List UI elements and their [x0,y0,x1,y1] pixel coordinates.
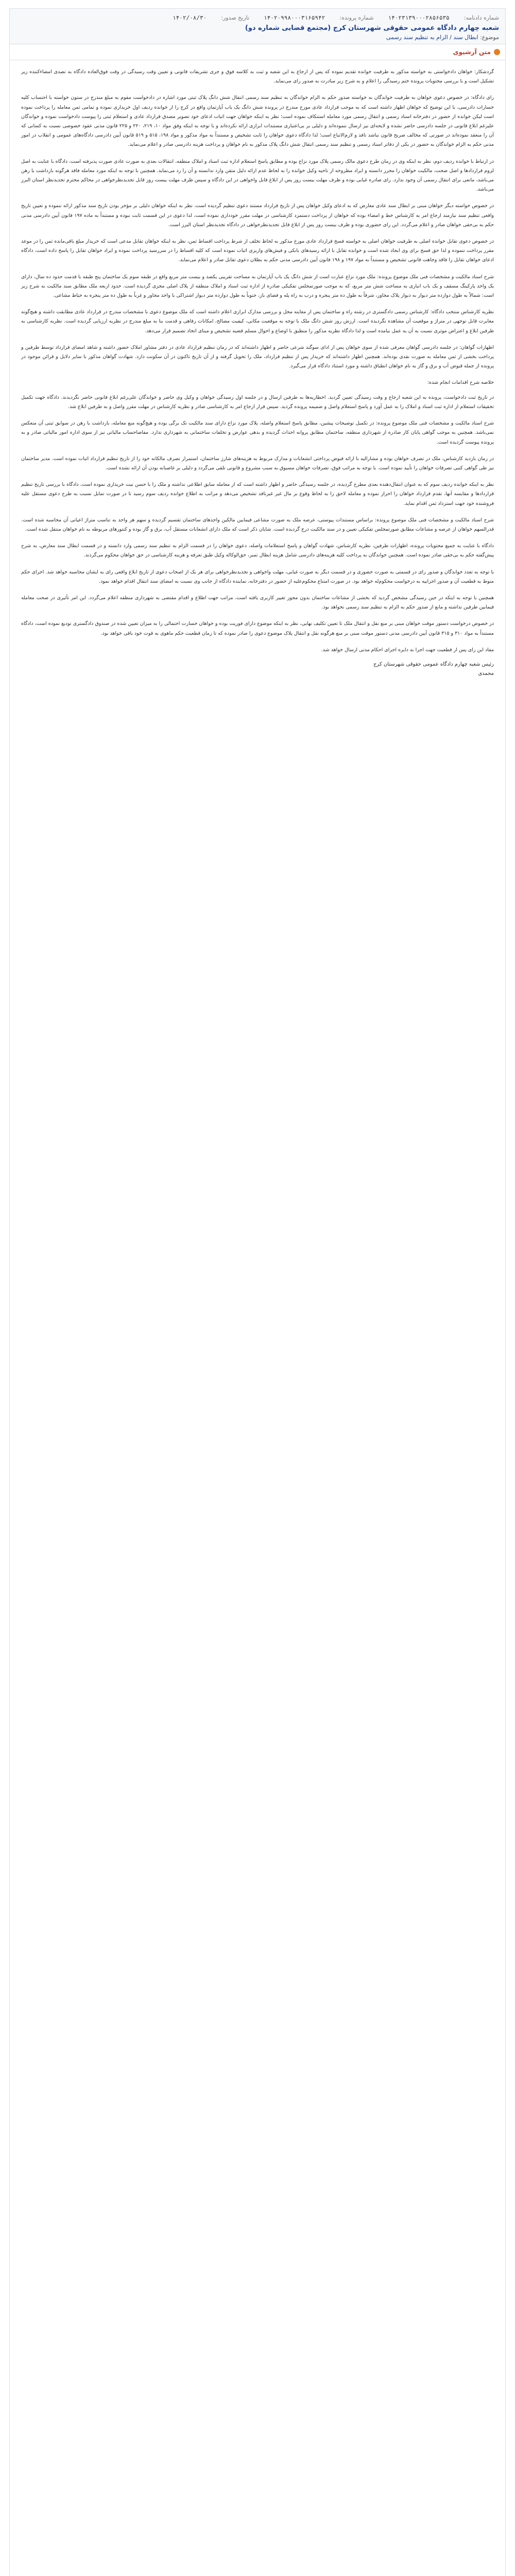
tab-archive-text-label: متن آرشیوی [453,48,491,56]
paragraph: شرح اسناد مالکیت و مشخصات فنی ملک موضوع پرونده: براساس مستندات پیوستی، عرصه ملک به صورت مشاعی فیمابین مالکین واحدهای ساختمان تقسیم گردیده و سهم هر واحد به تناسب متراژ اعیانی آن محاسبه شده است. قدرالسهم خواهان از عرصه و مشاعات مطابق صورتمجلس تفکیکی تعیین و در سند مالکیت درج گردیده است. شایان ذکر است که ملک دارای انشعابات مستقل آب، برق و گاز بوده و کنتورهای مربوطه به نام خواهان منتقل شده است. [21,517,494,532]
paragraph: شرح اسناد مالکیت و مشخصات فنی ملک موضوع پرونده: ملک مورد نزاع عبارت است از شش دانگ یک باب آپارتمان به مساحت تقریبی یکصد و بیست متر مربع واقع در طبقه سوم یک ساختمان پنج طبقه با قدمت حدود ده سال، دارای یک واحد پارکینگ مسقف و یک باب انباری به مساحت شش متر مربع، که به موجب صورتمجلس تفکیکی صادره از اداره ثبت اسناد و املاک منطقه از پلاک اصلی مجزی گردیده است. حدود اربعه ملک مطابق سند مالکیت به شرح زیر است: شمالاً به طول دوازده متر دیوار به دیوار پلاک مجاور، شرقاً به طول ده متر پنجره و درب به راه پله و فضای باز، جنوباً به طول دوازده متر دیوار اشتراکی با واحد مجاور و غرباً به طول ده متر پنجره به حیاط مشاعی. [21,274,494,299]
issue-date-value: ۱۴۰۲/۰۸/۳۰ [172,14,207,21]
document-icon [494,49,500,55]
paragraph: در خصوص خواسته دیگر خواهان مبنی بر ابطال سند عادی معارض که به ادعای وکیل خواهان پس از تاریخ قرارداد مستند دعوی تنظیم گردیده است، نظر به اینکه خواهان دلیلی بر مؤخر بودن تاریخ سند مذکور ارائه ننموده و تعیین تاریخ واقعی تنظیم سند نیازمند ارجاع امر به کارشناس خط و امضاء بوده که خواهان از پرداخت دستمزد کارشناسی در مهلت مقرر خودداری نموده است، لذا دعوی در این قسمت ثابت نبوده و مستنداً به ماده ۱۹۷ قانون آیین دادرسی مدنی حکم به بی‌حقی خواهان صادر و اعلام می‌گردد. این رای حضوری بوده و ظرف بیست روز پس از ابلاغ قابل تجدیدنظرخواهی در دادگاه تجدیدنظر استان البرز است. [21,203,494,228]
section-heading: خلاصه شرح اقدامات انجام شده: [427,380,494,386]
issue-date-label: تاریخ صدور: [221,14,250,21]
paragraph: در زمان بازدید کارشناس، ملک در تصرف خواهان بوده و مشارالیه با ارائه قبوض پرداختی انشعابات و مدارک مربوط به هزینه‌های شارژ ساختمان، استمرار تصرف مالکانه خود را از تاریخ تنظیم قرارداد اثبات نموده است. مدیر ساختمان نیز طی گواهی کتبی تصرفات خواهان را تأیید نموده است. با توجه به مراتب فوق، تصرفات خواهان مسبوق به سبب مشروع و قانونی تلقی می‌گردد و دلیلی بر غاصبانه بودن آن ارائه نشده است. [21,455,494,471]
paragraph: دادگاه با عنایت به جمیع محتویات پرونده، اظهارات طرفین، نظریه کارشناس، شهادت گواهان و پاسخ استعلامات واصله، دعوی خواهان را در قسمت الزام به تنظیم سند رسمی وارد دانسته و در قسمت ابطال سند معارض، به شرح پیش‌گفته حکم به بی‌حقی صادر نموده است. همچنین خواندگان به پرداخت کلیه هزینه‌های دادرسی شامل هزینه ابطال تمبر، حق‌الوکاله وکیل طبق تعرفه و هزینه کارشناسی در حق خواهان محکوم می‌گردند. [21,543,494,558]
verdict-number-label: شماره دادنامه: [464,14,499,21]
subject-value: ابطال سند / الزام به تنظیم سند رسمی [386,34,478,41]
signature-role: رئیس شعبه چهارم دادگاه عمومی حقوقی شهرستان کرج [373,661,494,667]
paragraph: شرح اسناد مالکیت و مشخصات فنی ملک موضوع پرونده: در تکمیل توضیحات پیشین، مطابق پاسخ استعلام واصله، پلاک مورد نزاع دارای سند مالکیت تک برگی بوده و هیچ‌گونه منع معامله، بازداشت یا رهن در سوابق ثبتی آن منعکس نمی‌باشد. همچنین به موجب گواهی پایان کار صادره از شهرداری منطقه، ساختمان مطابق پروانه احداث گردیده و بدهی عوارض و تخلفات ساختمانی به شهرداری ندارد. مفاصاحساب مالیاتی نیز از سوی اداره امور مالیاتی صادر و به پرونده پیوست گردیده است. [21,420,494,445]
paragraph: اظهارات گواهان: در جلسه دادرسی گواهان معرفی شده از سوی خواهان پس از ادای سوگند شرعی حاضر و اظهار داشته‌اند که در زمان تنظیم قرارداد عادی در دفتر مشاور املاک حضور داشته و شاهد امضای قرارداد توسط طرفین و پرداخت بخشی از ثمن معامله به صورت نقدی بوده‌اند. همچنین اظهار داشته‌اند که خریدار پس از تنظیم قرارداد، ملک را تحویل گرفته و از آن تاریخ تاکنون در آن سکونت دارد. شهادت گواهان مذکور با سایر دلایل و قرائن موجود در پرونده از جمله قبوض آب و برق و گاز به نام خواهان انطباق داشته و مورد استناد دادگاه قرار می‌گیرد. [21,344,494,369]
verdict-body [9,60,506,2576]
signature-block [21,660,494,679]
subject-label: موضوع: [480,34,499,41]
verdict-header [9,8,506,44]
paragraph: نظر به اینکه خوانده ردیف سوم که به عنوان انتقال‌دهنده بعدی مطرح گردیده، در جلسه رسیدگی حاضر و اظهار داشته است که از معامله سابق اطلاعی نداشته و ملک را با حسن نیت خریداری نموده است، دادگاه با بررسی تاریخ تنظیم قراردادها و مقایسه آنها، تقدم قرارداد خواهان را احراز نموده و معامله لاحق را به لحاظ وقوع بر مال غیر غیرنافذ تشخیص می‌دهد و مراتب به اطلاع خوانده ردیف سوم رسید تا در صورت تمایل نسبت به طرح دعوی مستقل علیه فروشنده خود جهت استرداد ثمن اقدام نماید. [21,482,494,506]
registry-number-label: شماره پرونده: [339,14,374,21]
verdict-number-value: ۱۴۰۲۳۱۳۹۰۰۰۲۸۵۶۵۳۵ [388,14,450,21]
paragraph: همچنین با توجه به اینکه در حین رسیدگی مشخص گردید که بخشی از مشاعات ساختمان بدون مجوز تغییر کاربری یافته است، مراتب جهت اطلاع و اقدام مقتضی به شهرداری منطقه اعلام می‌گردد. این امر تأثیری در صحت معامله فیمابین طرفین نداشته و مانع از صدور حکم به الزام به تنظیم سند رسمی نخواهد بود. [21,595,494,611]
paragraph: در خصوص درخواست دستور موقت خواهان مبنی بر منع نقل و انتقال ملک تا تعیین تکلیف نهایی، نظر به اینکه موضوع دارای فوریت بوده و خواهان خسارت احتمالی را به میزان تعیین شده در صندوق دادگستری تودیع نموده است، دادگاه مستنداً به مواد ۳۱۰ و ۳۱۵ قانون آیین دادرسی مدنی دستور موقت مبنی بر منع هرگونه نقل و انتقال پلاک موضوع دعوی را صادر نموده که تا زمان قطعیت حکم ماهوی به قوت خود باقی خواهد بود. [21,621,494,636]
meta-row [16,13,499,22]
paragraph: در خصوص دعوی تقابل خوانده اصلی به طرفیت خواهان اصلی به خواسته فسخ قرارداد عادی مورخ مذکور به لحاظ تخلف از شرط پرداخت اقساط ثمن، نظر به اینکه خواهان تقابل مدعی است که خریدار مبلغ باقی‌مانده ثمن را در موعد مقرر پرداخت ننموده و لذا حق فسخ برای وی ایجاد شده است و خوانده تقابل با ارائه رسیدهای بانکی و فیش‌های واریزی اثبات نموده است که کلیه اقساط را در سررسید پرداخت نموده و ایراد خواهان تقابل را پاسخ داده است، دادگاه ادعای خواهان تقابل را فاقد وجاهت قانونی تشخیص و مستنداً به مواد ۱۹۷ و ۱۹۸ قانون آیین دادرسی مدنی حکم به بطلان دعوی تقابل صادر و اعلام می‌نماید. [21,239,494,263]
registry-number-value: ۱۴۰۲۰۹۹۸۰۰۰۳۱۶۵۹۴۲ [264,14,325,21]
paragraph: با توجه به تعدد خواندگان و صدور رای در قسمتی به صورت حضوری و در قسمت دیگر به صورت غیابی، مهلت واخواهی و تجدیدنظرخواهی برای هر یک از اصحاب دعوی از تاریخ ابلاغ واقعی رای به ایشان محاسبه خواهد شد. اجرای حکم منوط به قطعیت آن و صدور اجراییه به درخواست محکوم‌له خواهد بود. در صورت امتناع محکوم‌علیه از حضور در دفترخانه، نماینده دادگاه از جانب وی نسبت به امضای سند انتقال اقدام خواهد نمود. [21,569,494,584]
subject-row [16,34,499,41]
court-title: شعبه چهارم دادگاه عمومی حقوقی شهرستان کرج (مجتمع قضایی شماره دو) [245,24,499,32]
paragraph: گردشکار: خواهان دادخواستی به خواسته مذکور به طرفیت خوانده تقدیم نموده که پس از ارجاع به این شعبه و ثبت به کلاسه فوق و جری تشریفات قانونی و تعیین وقت رسیدگی در وقت فوق‌العاده دادگاه به تصدی امضاءکننده زیر تشکیل است و با بررسی محتویات پرونده ختم رسیدگی را اعلام و به شرح زیر مبادرت به صدور رای می‌نماید. [21,69,494,84]
paragraph: مفاد این رای پس از قطعیت جهت اجرا به دایره اجرای احکام مدنی ارسال خواهد شد. [321,647,494,653]
paragraph: رای دادگاه: در خصوص دعوی خواهان به طرفیت خواندگان به خواسته صدور حکم به الزام خواندگان به تنظیم سند رسمی انتقال شش دانگ پلاک ثبتی مورد اشاره در دادخواست مقوم به مبلغ مندرج در ستون خواسته با احتساب کلیه خسارات دادرسی، با این توضیح که خواهان اظهار داشته است که به موجب قرارداد عادی مورخ مندرج در پرونده شش دانگ یک باب آپارتمان واقع در کرج را از خوانده ردیف اول خریداری نموده و تمامی ثمن معامله را پرداخت نموده است لیکن خوانده از حضور در دفترخانه اسناد رسمی و انتقال رسمی مورد معامله استنکاف نموده است؛ نظر به اینکه خواهان جهت اثبات ادعای خود تصویر مصدق قرارداد عادی و استعلام ثبتی را پیوست دادخواست نموده و خواندگان علیرغم ابلاغ قانونی در جلسه دادرسی حاضر نشده و لایحه‌ای نیز ارسال ننموده‌اند و دلیلی بر بی‌اعتباری مستندات ابرازی ارائه نکرده‌اند و با توجه به اینکه وفق مواد ۱۰، ۲۱۹، ۲۲۰ و ۲۲۵ قانون مدنی عقود خصوصی نسبت به کسانی که آن را منعقد نموده‌اند در صورتی که مخالف صریح قانون نباشد نافذ و لازم‌الاتباع است؛ لذا دادگاه دعوی خواهان را ثابت تشخیص و مستنداً به مواد مذکور و مواد ۱۹۸، ۵۱۵ و ۵۱۹ قانون آیین دادرسی دادگاه‌های عمومی و انقلاب در امور مدنی حکم به الزام خواندگان به حضور در یکی از دفاتر اسناد رسمی و تنظیم سند رسمی انتقال شش دانگ پلاک مذکور به نام خواهان و پرداخت هزینه دادرسی صادر و اعلام می‌نماید. [21,95,494,148]
paragraph: در تاریخ ثبت دادخواست، پرونده به این شعبه ارجاع و وقت رسیدگی تعیین گردید. اخطاریه‌ها به طرفین ارسال و در جلسه اول رسیدگی خواهان و وکیل وی حاضر و خواندگان علی‌رغم ابلاغ قانونی حاضر نگردیدند. دادگاه جهت تکمیل تحقیقات استعلام از اداره ثبت اسناد و املاک را به عمل آورد و پاسخ استعلام واصل و ضمیمه پرونده گردید. سپس قرار ارجاع امر به کارشناسی صادر و نظریه کارشناس در مهلت مقرر واصل و به طرفین ابلاغ شد. [21,394,494,410]
paragraph: در ارتباط با خوانده ردیف دوم، نظر به اینکه وی در زمان طرح دعوی مالک رسمی پلاک مورد نزاع بوده و مطابق پاسخ استعلام اداره ثبت اسناد و املاک منطقه، انتقالات بعدی به صورت عادی صورت پذیرفته است، دادگاه با عنایت به اصل لزوم قراردادها و اصل صحت، مالکیت خواهان را محرز دانسته و ایراد مطروحه از ناحیه وکیل خوانده را به لحاظ عدم ارائه دلیل متقن وارد ندانسته و آن را رد می‌نماید. همچنین با توجه به اینکه مورد معامله فاقد هرگونه بازداشت یا رهن می‌باشد، مانعی برای انتقال رسمی آن وجود ندارد. رای صادره غیابی بوده و ظرف مهلت بیست روز پس از ابلاغ قابل واخواهی در این دادگاه و سپس ظرف مهلت بیست روز قابل تجدیدنظرخواهی در محاکم محترم تجدیدنظر استان البرز می‌باشد. [21,158,494,193]
tab-archive-text[interactable] [453,48,500,56]
signature-name: محمدی [478,670,494,676]
paragraph: نظریه کارشناس منتخب دادگاه: کارشناس رسمی دادگستری در رشته راه و ساختمان پس از معاینه محل و بررسی مدارک ابرازی اعلام داشته است که ملک موضوع دعوی با مشخصات مندرج در قرارداد عادی مطابقت داشته و هیچ‌گونه مغایرت قابل توجهی در متراژ و موقعیت آن مشاهده نگردیده است. ارزش روز شش دانگ ملک با توجه به موقعیت مکانی، کیفیت مصالح، امکانات رفاهی و قدمت بنا به مبلغ مندرج در نظریه ارزیابی گردیده است. نظریه کارشناسی به طرفین ابلاغ و اعتراض موثری نسبت به آن به عمل نیامده است و لذا دادگاه نظریه مذکور را منطبق با اوضاع و احوال مسلم قضیه تشخیص و مبنای اتخاذ تصمیم قرار می‌دهد. [21,309,494,334]
document-toolbar [9,44,506,60]
